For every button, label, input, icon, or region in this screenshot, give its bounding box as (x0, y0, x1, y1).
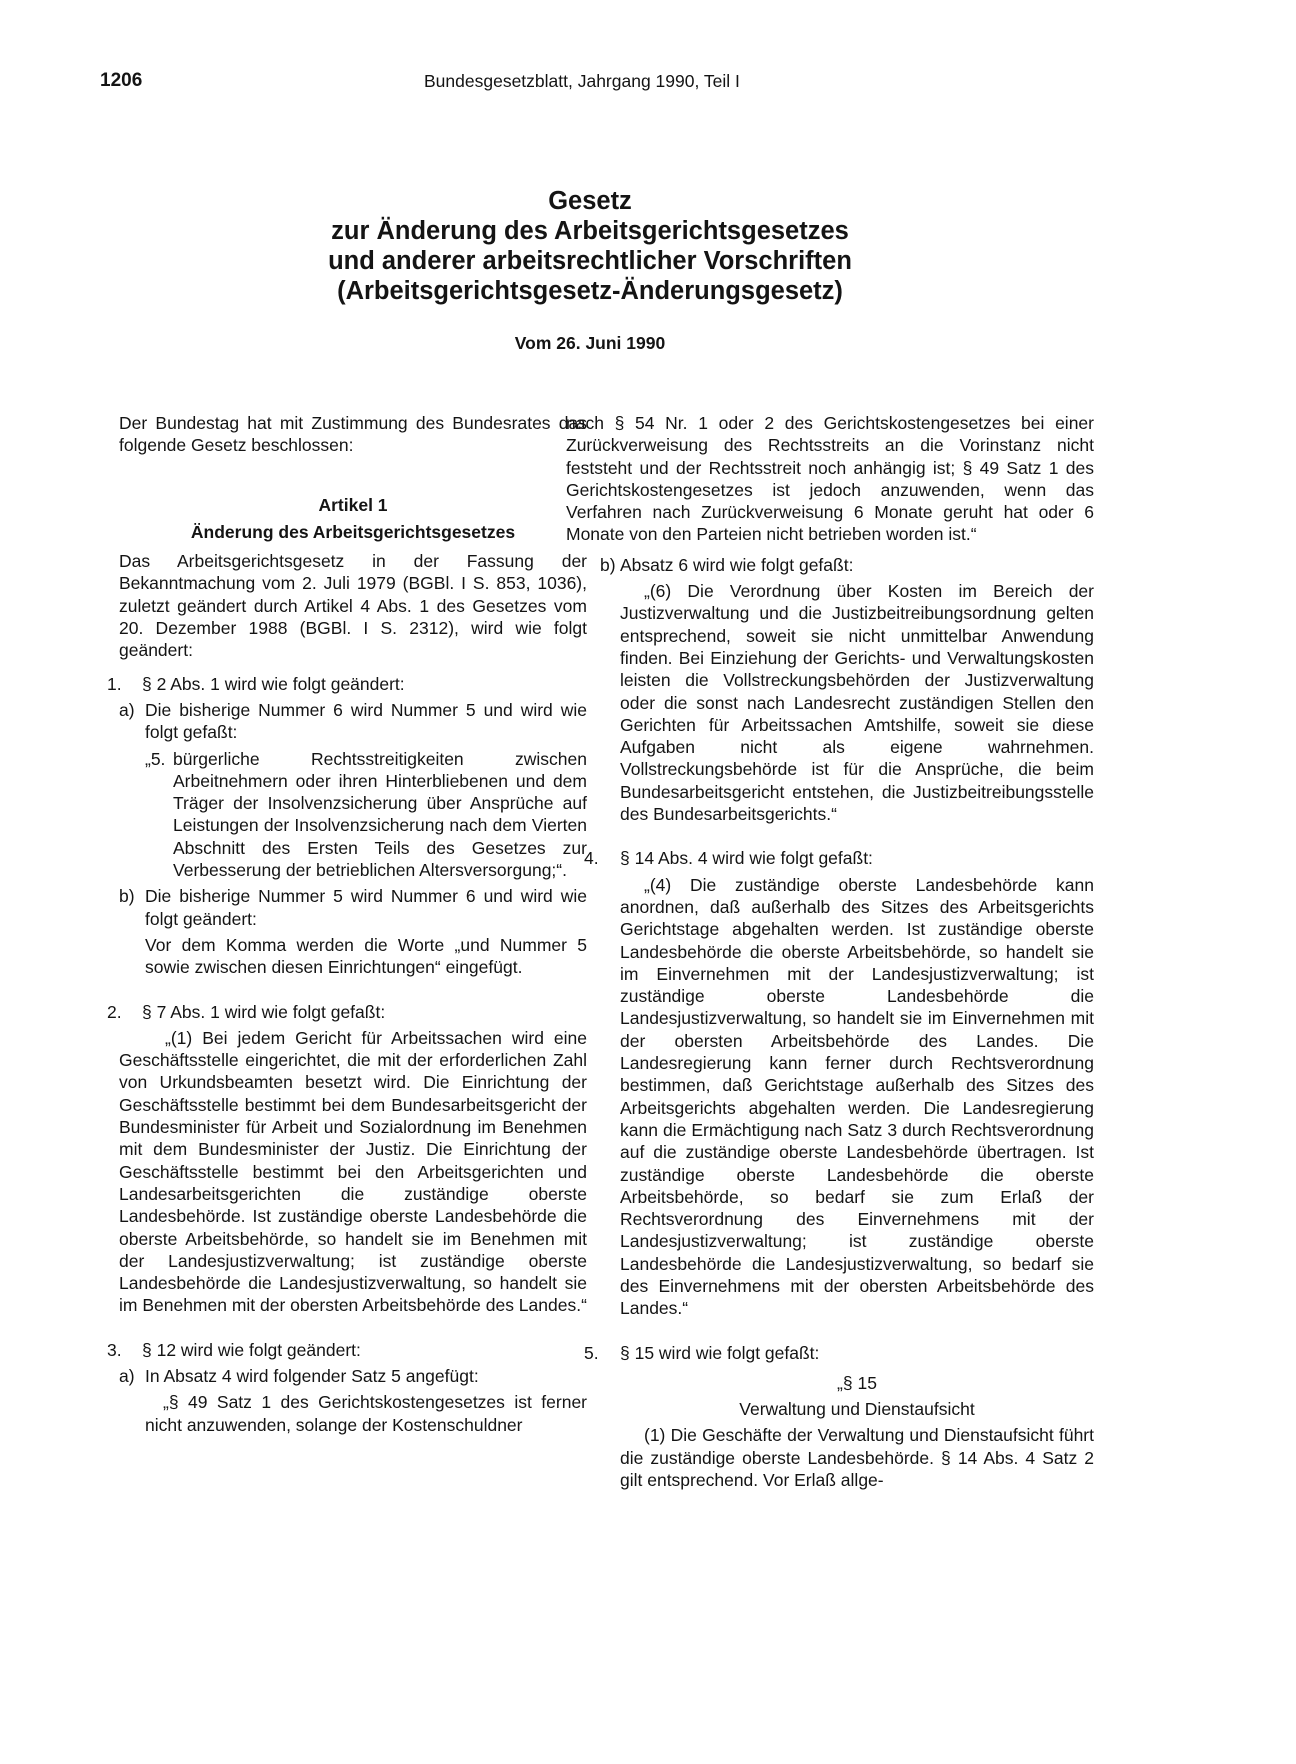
item-3a-quote: „§ 49 Satz 1 des Gerichtskostengesetzes ist ferner nicht anzuwenden, solange der Kostenschuldner (145, 1392, 587, 1435)
item-5-paragraph-text: (1) Die Geschäfte der Verwaltung und Dienstaufsicht führt die zuständige oberste Landesbehörde. § 14 Abs. 4 Satz 2 gilt entsprechend. Vor Erlaß allge- (620, 1425, 1094, 1491)
item-1b-text: Die bisherige Nummer 5 wird Nummer 6 und wird wie folgt geändert: (145, 886, 587, 929)
item-1 (107, 673, 587, 695)
item-3b-label: b) (600, 554, 616, 575)
article-title: Änderung des Arbeitsgerichtsgesetzes (190, 521, 516, 542)
item-3b (600, 554, 1094, 576)
continuation-paragraph: nach § 54 Nr. 1 oder 2 des Gerichtskostengesetzes bei einer Zurückverweisung des Rechtsstreits an die Vorinstanz nicht feststeht und der Rechtsstreit noch anhängig ist; § 49 Satz 1 des Gerichtskostengesetzes ist jedoch anzuwenden, wenn das Verfahren nach Zurückverweisung 6 Monate geruht hat oder 6 Monate von den Parteien nicht betrieben worden ist.“ (566, 413, 1094, 545)
left-column (107, 412, 587, 1436)
right-column (566, 412, 1094, 1491)
item-4-label: 4. (584, 848, 599, 869)
item-3-text: § 12 wird wie folgt geändert: (142, 1339, 361, 1360)
item-3a-text: In Absatz 4 wird folgender Satz 5 angefügt: (145, 1365, 479, 1386)
law-title (0, 186, 1180, 306)
running-header: Bundesgesetzblatt, Jahrgang 1990, Teil I (424, 71, 740, 91)
item-3-label: 3. (107, 1339, 122, 1360)
title-line-3: und anderer arbeitsrechtlicher Vorschriften (328, 247, 852, 275)
item-1a-label: a) (119, 699, 135, 720)
item-4-text: § 14 Abs. 4 wird wie folgt gefaßt: (620, 848, 873, 869)
item-1b-label: b) (119, 886, 135, 907)
item-2 (107, 1001, 587, 1023)
title-line-4: (Arbeitsgerichtsgesetz-Änderungsgesetz) (337, 277, 843, 305)
item-1a (119, 699, 587, 744)
item-1b-detail: Vor dem Komma werden die Worte „und Nummer 5 sowie zwischen diesen Einrichtungen“ eingefügt. (145, 934, 587, 978)
item-5-label: 5. (584, 1342, 599, 1363)
item-1b (119, 885, 587, 930)
item-5-paragraph-heading: „§ 15 (837, 1372, 877, 1393)
item-5-paragraph-title: Verwaltung und Dienstaufsicht (739, 1399, 975, 1420)
item-4 (584, 847, 1094, 869)
title-line-2: zur Änderung des Arbeitsgerichtsgesetzes (331, 217, 849, 245)
law-date: Vom 26. Juni 1990 (514, 333, 666, 353)
item-1-text: § 2 Abs. 1 wird wie folgt geändert: (142, 673, 405, 694)
item-5-text: § 15 wird wie folgt gefaßt: (620, 1342, 820, 1363)
item-1a-quote-text: bürgerliche Rechtsstreitigkeiten zwischen Arbeitnehmern oder ihren Hinterbliebenen und dem Träger der Insolvenzsicherung über Ansprüche auf Leistungen der Insolvenzsicherung nach dem Vierten Abschnitt des Ersten Teils des Gesetzes zur Verbesserung der betrieblichen Altersversorgung;“. (173, 748, 587, 881)
intro-paragraph: Der Bundestag hat mit Zustimmung des Bundesrates das folgende Gesetz beschlossen: (119, 413, 587, 456)
item-1a-text: Die bisherige Nummer 6 wird Nummer 5 und wird wie folgt gefaßt: (145, 699, 587, 743)
item-1-label: 1. (107, 673, 122, 694)
item-1a-quote (119, 748, 587, 882)
item-4-quote: „(4) Die zuständige oberste Landesbehörde kann anordnen, daß außerhalb des Sitzes des Arbeitsgerichts Gerichtstage abgehalten werden. Ist zuständige oberste Landesbehörde die oberste Arbeitsbehörde, so handelt sie im Einvernehmen mit der Landesjustizverwaltung; ist zuständige oberste Landesbehörde die Landesjustizverwaltung, so handelt sie im Einvernehmen mit der obersten Arbeitsbehörde des Landes. Die Landesregierung kann ferner durch Rechtsverordnung bestimmen, daß Gerichtstage außerhalb des Sitzes des Arbeitsgerichts abgehalten werden. Die Landesregierung kann die Ermächtigung nach Satz 3 durch Rechtsverordnung auf die zuständige oberste Landesbehörde übertragen. Ist zuständige oberste Landesbehörde die oberste Arbeitsbehörde, so bedarf sie zum Erlaß der Rechtsverordnung des Einvernehmens mit der Landesjustizverwaltung; ist zuständige oberste Landesbehörde die Landesjustizverwaltung, so bedarf sie des Einvernehmens mit der obersten Arbeitsbehörde des Landes.“ (620, 874, 1094, 1319)
page-number: 1206 (100, 70, 143, 91)
item-2-quote: „(1) Bei jedem Gericht für Arbeitssachen wird eine Geschäftsstelle eingerichtet, die mit der erforderlichen Zahl von Urkundsbeamten besetzt wird. Die Einrichtung der Geschäftsstelle bestimmt bei dem Bundesarbeitsgericht der Bundesminister für Arbeit und Sozialordnung im Benehmen mit dem Bundesminister der Justiz. Die Einrichtung der Geschäftsstelle bestimmt bei den Arbeitsgerichten und Landesarbeitsgerichten die zuständige oberste Landesbehörde. Ist zuständige oberste Landesbehörde die oberste Arbeitsbehörde, so handelt sie im Benehmen mit der Landesjustizverwaltung; ist zuständige oberste Landesbehörde die Landesjustizverwaltung, so handelt sie im Benehmen mit der obersten Arbeitsbehörde des Landes.“ (119, 1027, 587, 1316)
item-3b-text: Absatz 6 wird wie folgt gefaßt: (620, 554, 854, 575)
item-3b-quote: „(6) Die Verordnung über Kosten im Bereich der Justizverwaltung und die Justizbeitreibungsordnung gelten entsprechend, soweit sie nicht unmittelbar Anwendung finden. Bei Einziehung der Gerichts- und Verwaltungskosten leisten die Vollstreckungsbehörden der Justizverwaltung oder die sonst nach Landesrecht zuständigen Stellen den Gerichten für Arbeitssachen Amtshilfe, soweit sie diese Aufgaben nicht als eigene wahrnehmen. Vollstreckungsbehörde ist für die Ansprüche, die beim Bundesarbeitsgericht entstehen, die Justizbeitreibungsstelle des Bundesarbeitsgerichts.“ (620, 581, 1094, 825)
item-3 (107, 1339, 587, 1361)
item-2-text: § 7 Abs. 1 wird wie folgt gefaßt: (142, 1001, 386, 1022)
item-2-label: 2. (107, 1001, 122, 1022)
article-number: Artikel 1 (318, 494, 388, 515)
article-intro: Das Arbeitsgerichtsgesetz in der Fassung der Bekanntmachung vom 2. Juli 1979 (BGBl. I S. 853, 1036), zuletzt geändert durch Artikel 4 Abs. 1 des Gesetzes vom 20. Dezember 1988 (BGBl. I S. 2312), wird wie folgt geändert: (119, 551, 587, 661)
title-line-1: Gesetz (548, 187, 632, 215)
item-3a (119, 1365, 587, 1387)
item-1a-quote-label: „5. (145, 748, 166, 769)
item-3a-label: a) (119, 1365, 135, 1386)
item-5 (584, 1342, 1094, 1364)
